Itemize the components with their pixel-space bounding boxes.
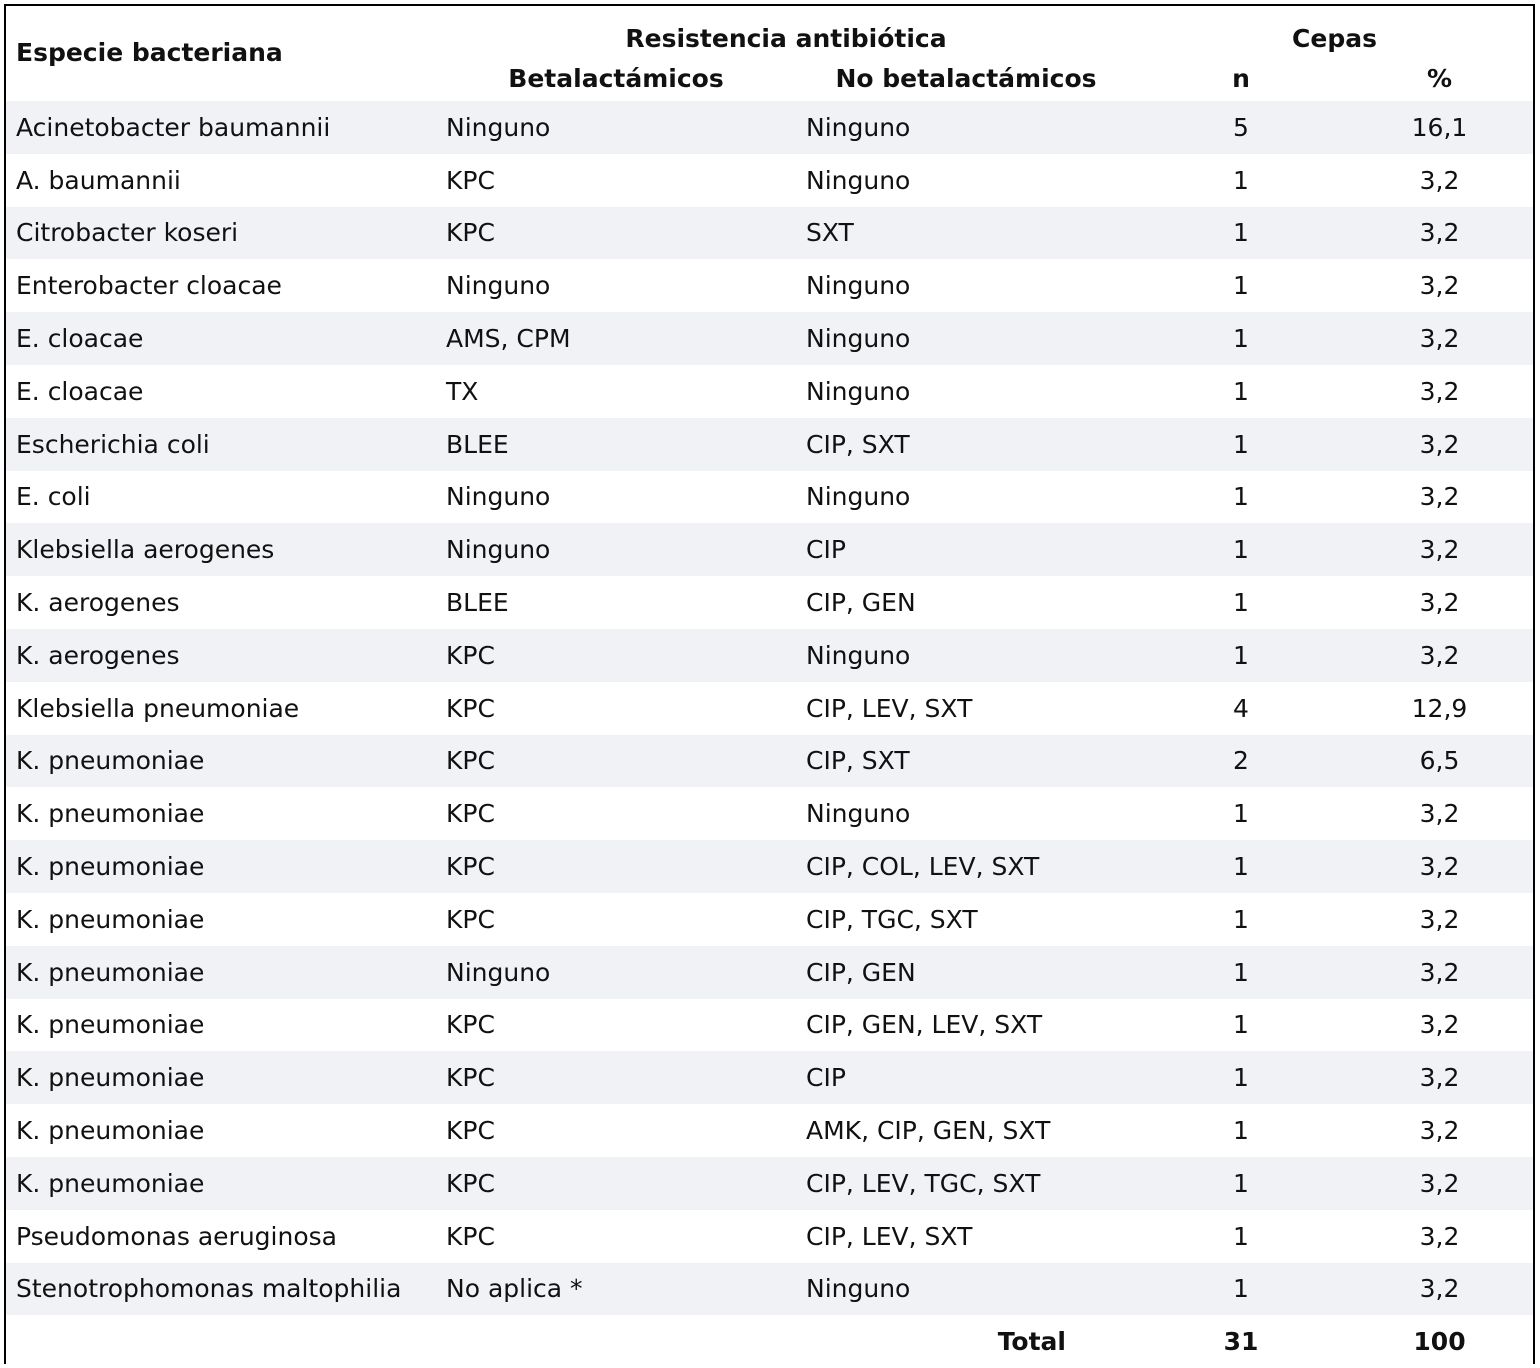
cell-pct: 3,2 — [1346, 418, 1533, 471]
table-row — [6, 1104, 1533, 1157]
cell-species: K. pneumoniae — [6, 735, 436, 788]
cell-species: K. pneumoniae — [6, 1104, 436, 1157]
cell-non-beta: Ninguno — [796, 471, 1136, 524]
cell-non-beta: CIP — [796, 523, 1136, 576]
cell-non-beta: Ninguno — [796, 312, 1136, 365]
table-row — [6, 207, 1533, 260]
cell-pct: 3,2 — [1346, 207, 1533, 260]
cell-species: A. baumannii — [6, 154, 436, 207]
header-non-beta: No betalactámicos — [835, 63, 1097, 93]
total-row — [6, 1315, 1533, 1368]
cell-n: 1 — [1136, 471, 1346, 524]
table-row — [6, 735, 1533, 788]
cell-beta: Ninguno — [436, 471, 796, 524]
cell-pct: 3,2 — [1346, 365, 1533, 418]
table-row — [6, 946, 1533, 999]
cell-n: 5 — [1136, 101, 1346, 154]
cell-non-beta: CIP, GEN — [796, 576, 1136, 629]
table-row — [6, 999, 1533, 1052]
cell-n: 1 — [1136, 629, 1346, 682]
header-species: Especie bacteriana — [16, 38, 283, 67]
table-row — [6, 259, 1533, 312]
table-row — [6, 1051, 1533, 1104]
cell-n: 1 — [1136, 154, 1346, 207]
cell-species: Escherichia coli — [6, 418, 436, 471]
cell-beta: No aplica * — [436, 1263, 796, 1316]
cell-pct: 3,2 — [1346, 576, 1533, 629]
cell-non-beta: Ninguno — [796, 365, 1136, 418]
cell-non-beta: Ninguno — [796, 787, 1136, 840]
table-row — [6, 101, 1533, 154]
cell-n: 1 — [1136, 312, 1346, 365]
cell-non-beta: CIP — [796, 1051, 1136, 1104]
cell-non-beta: SXT — [796, 207, 1136, 260]
table-row — [6, 418, 1533, 471]
cell-beta: Ninguno — [436, 259, 796, 312]
cell-n: 1 — [1136, 787, 1346, 840]
cell-species: Enterobacter cloacae — [6, 259, 436, 312]
cell-species: K. pneumoniae — [6, 999, 436, 1052]
cell-n: 1 — [1136, 365, 1346, 418]
cell-pct: 3,2 — [1346, 787, 1533, 840]
cell-beta: KPC — [436, 629, 796, 682]
cell-beta: Ninguno — [436, 101, 796, 154]
cell-pct: 16,1 — [1346, 101, 1533, 154]
table-row — [6, 1210, 1533, 1263]
header-row-top — [6, 6, 1533, 55]
cell-pct: 3,2 — [1346, 471, 1533, 524]
cell-n: 1 — [1136, 1051, 1346, 1104]
cell-non-beta: Ninguno — [796, 259, 1136, 312]
cell-n: 2 — [1136, 735, 1346, 788]
cell-species: K. aerogenes — [6, 576, 436, 629]
cell-pct: 3,2 — [1346, 1157, 1533, 1210]
cell-species: Acinetobacter baumannii — [6, 101, 436, 154]
cell-beta: KPC — [436, 1104, 796, 1157]
header-pct: % — [1426, 63, 1453, 93]
cell-pct: 3,2 — [1346, 629, 1533, 682]
table-row — [6, 1157, 1533, 1210]
cell-pct: 3,2 — [1346, 259, 1533, 312]
header-beta: Betalactámicos — [508, 63, 724, 93]
cell-species: Klebsiella aerogenes — [6, 523, 436, 576]
cell-pct: 3,2 — [1346, 312, 1533, 365]
header-resistance: Resistencia antibiótica — [625, 24, 947, 53]
cell-beta: AMS, CPM — [436, 312, 796, 365]
cell-species: Pseudomonas aeruginosa — [6, 1210, 436, 1263]
cell-pct: 3,2 — [1346, 1263, 1533, 1316]
cell-beta: KPC — [436, 893, 796, 946]
cell-species: E. cloacae — [6, 365, 436, 418]
cell-non-beta: CIP, SXT — [796, 735, 1136, 788]
cell-species: K. pneumoniae — [6, 787, 436, 840]
cell-n: 1 — [1136, 1104, 1346, 1157]
cell-species: K. pneumoniae — [6, 946, 436, 999]
cell-n: 1 — [1136, 999, 1346, 1052]
cell-species: K. pneumoniae — [6, 840, 436, 893]
cell-non-beta: CIP, LEV, SXT — [796, 682, 1136, 735]
cell-species: K. pneumoniae — [6, 1157, 436, 1210]
resistance-table — [6, 6, 1533, 1368]
cell-species: Citrobacter koseri — [6, 207, 436, 260]
cell-non-beta: AMK, CIP, GEN, SXT — [796, 1104, 1136, 1157]
cell-beta: KPC — [436, 1210, 796, 1263]
cell-species: K. aerogenes — [6, 629, 436, 682]
cell-pct: 6,5 — [1346, 735, 1533, 788]
cell-n: 4 — [1136, 682, 1346, 735]
cell-beta: KPC — [436, 1157, 796, 1210]
cell-beta: KPC — [436, 840, 796, 893]
table-row — [6, 629, 1533, 682]
cell-beta: KPC — [436, 154, 796, 207]
cell-pct: 3,2 — [1346, 1210, 1533, 1263]
cell-non-beta: Ninguno — [796, 101, 1136, 154]
cell-n: 1 — [1136, 576, 1346, 629]
table-row — [6, 576, 1533, 629]
cell-n: 1 — [1136, 259, 1346, 312]
cell-beta: Ninguno — [436, 523, 796, 576]
cell-pct: 3,2 — [1346, 999, 1533, 1052]
cell-pct: 3,2 — [1346, 840, 1533, 893]
cell-non-beta: CIP, SXT — [796, 418, 1136, 471]
cell-species: Stenotrophomonas maltophilia — [6, 1263, 436, 1316]
cell-beta: KPC — [436, 735, 796, 788]
cell-pct: 3,2 — [1346, 946, 1533, 999]
cell-non-beta: Ninguno — [796, 154, 1136, 207]
cell-n: 1 — [1136, 523, 1346, 576]
cell-pct: 12,9 — [1346, 682, 1533, 735]
table-frame — [4, 4, 1535, 1364]
cell-beta: KPC — [436, 1051, 796, 1104]
cell-n: 1 — [1136, 840, 1346, 893]
cell-non-beta: CIP, GEN, LEV, SXT — [796, 999, 1136, 1052]
table-row — [6, 312, 1533, 365]
cell-non-beta: CIP, LEV, SXT — [796, 1210, 1136, 1263]
cell-n: 1 — [1136, 946, 1346, 999]
table-row — [6, 893, 1533, 946]
table-row — [6, 365, 1533, 418]
cell-n: 1 — [1136, 1263, 1346, 1316]
cell-beta: KPC — [436, 999, 796, 1052]
cell-pct: 3,2 — [1346, 154, 1533, 207]
cell-non-beta: Ninguno — [796, 629, 1136, 682]
cell-beta: BLEE — [436, 576, 796, 629]
cell-beta: KPC — [436, 207, 796, 260]
cell-beta: BLEE — [436, 418, 796, 471]
table-row — [6, 1263, 1533, 1316]
cell-species: E. coli — [6, 471, 436, 524]
cell-species: Klebsiella pneumoniae — [6, 682, 436, 735]
header-strains: Cepas — [1292, 24, 1377, 53]
table-row — [6, 154, 1533, 207]
cell-pct: 3,2 — [1346, 523, 1533, 576]
cell-n: 1 — [1136, 1157, 1346, 1210]
cell-beta: KPC — [436, 787, 796, 840]
table-row — [6, 523, 1533, 576]
header-n: n — [1232, 63, 1250, 93]
total-n: 31 — [1136, 1315, 1346, 1368]
cell-species: K. pneumoniae — [6, 1051, 436, 1104]
cell-non-beta: CIP, GEN — [796, 946, 1136, 999]
cell-non-beta: CIP, COL, LEV, SXT — [796, 840, 1136, 893]
cell-species: K. pneumoniae — [6, 893, 436, 946]
cell-pct: 3,2 — [1346, 1051, 1533, 1104]
cell-beta: KPC — [436, 682, 796, 735]
cell-non-beta: CIP, TGC, SXT — [796, 893, 1136, 946]
table-row — [6, 682, 1533, 735]
cell-n: 1 — [1136, 207, 1346, 260]
cell-pct: 3,2 — [1346, 893, 1533, 946]
cell-species: E. cloacae — [6, 312, 436, 365]
total-pct: 100 — [1346, 1315, 1533, 1368]
table-row — [6, 471, 1533, 524]
cell-pct: 3,2 — [1346, 1104, 1533, 1157]
cell-beta: Ninguno — [436, 946, 796, 999]
cell-n: 1 — [1136, 1210, 1346, 1263]
cell-beta: TX — [436, 365, 796, 418]
cell-n: 1 — [1136, 893, 1346, 946]
cell-non-beta: Ninguno — [796, 1263, 1136, 1316]
cell-non-beta: CIP, LEV, TGC, SXT — [796, 1157, 1136, 1210]
table-row — [6, 840, 1533, 893]
total-label: Total — [6, 1315, 1136, 1368]
table-row — [6, 787, 1533, 840]
cell-n: 1 — [1136, 418, 1346, 471]
